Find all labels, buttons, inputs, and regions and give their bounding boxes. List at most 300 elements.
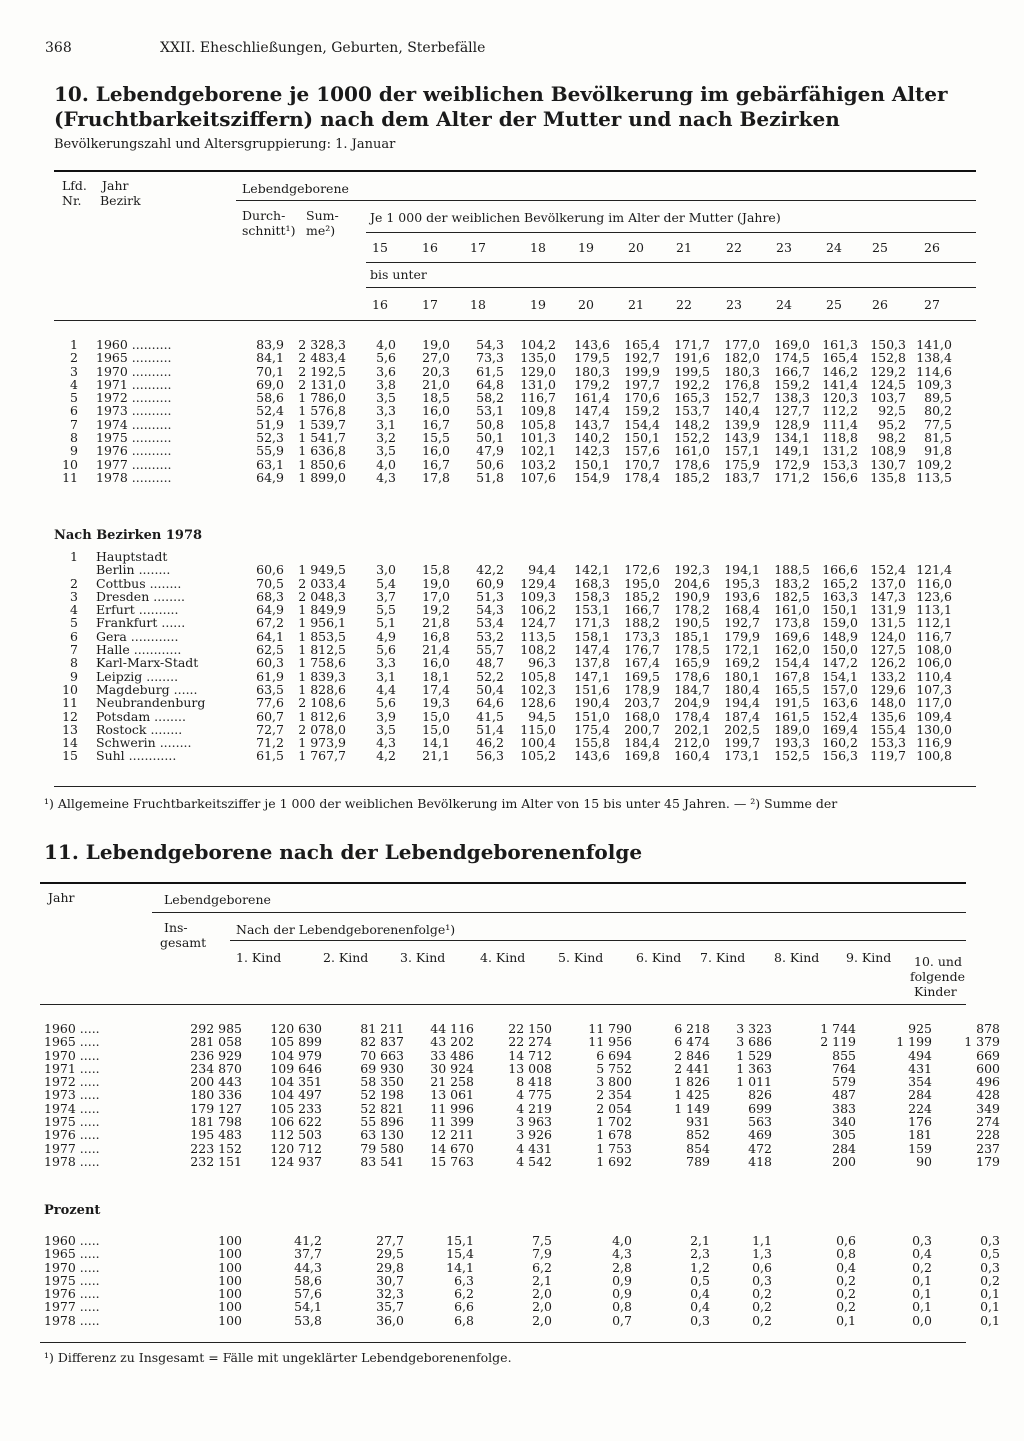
cell-value: 55,9 bbox=[256, 443, 284, 459]
table10-footnote: ¹) Allgemeine Fruchtbarkeitsziffer je 1 000 der weiblichen Bevölkerung im Alter von 15 bis unter 45 Jahren. — ²) Summe der bbox=[44, 796, 838, 811]
table-row bbox=[44, 1088, 1000, 1101]
cell-value: 1,1 bbox=[752, 1233, 772, 1248]
row-label: 1978 ..... bbox=[44, 1312, 100, 1328]
table-row bbox=[54, 590, 952, 603]
cell-value: 167,8 bbox=[774, 668, 810, 684]
cell-value: 148,0 bbox=[870, 695, 906, 711]
cell-value: 80,2 bbox=[924, 403, 952, 419]
table-row bbox=[44, 1115, 1000, 1128]
cell-value: 50,8 bbox=[476, 416, 504, 432]
cell-value: 64,9 bbox=[256, 469, 284, 485]
table-row bbox=[44, 1234, 1000, 1247]
cell-value: 5,6 bbox=[376, 695, 396, 711]
cell-value: 487 bbox=[832, 1087, 856, 1103]
cell-value: 55 896 bbox=[360, 1114, 404, 1130]
cell-value: 1 576,8 bbox=[298, 403, 346, 419]
cell-value: 141,4 bbox=[822, 376, 858, 392]
cell-value: 2 441 bbox=[674, 1060, 710, 1076]
cell-value: 3,1 bbox=[376, 668, 396, 684]
row-label: Dresden ........ bbox=[96, 588, 186, 604]
cell-value: 16,0 bbox=[422, 403, 450, 419]
cell-value: 764 bbox=[832, 1060, 856, 1076]
cell-value: 203,7 bbox=[624, 695, 660, 711]
cell-value: 6,8 bbox=[454, 1312, 474, 1328]
cell-value: 54,3 bbox=[476, 337, 504, 352]
cell-value: 274 bbox=[976, 1114, 1000, 1130]
cell-value: 154,9 bbox=[574, 469, 610, 485]
row-label: 1975 .......... bbox=[96, 430, 172, 446]
cell-value: 228 bbox=[976, 1127, 1000, 1143]
cell-value: 0,3 bbox=[690, 1312, 710, 1328]
kind-label: 9. Kind bbox=[846, 950, 892, 965]
cell-value: 155,4 bbox=[870, 721, 906, 737]
cell-value: 157,1 bbox=[724, 443, 760, 459]
cell-value: 41,2 bbox=[294, 1233, 322, 1248]
cell-value: 100,4 bbox=[520, 735, 556, 751]
col-10-und: 10. und bbox=[914, 954, 962, 969]
section-prozent: Prozent bbox=[44, 1203, 101, 1218]
cell-value: 180 336 bbox=[190, 1087, 242, 1103]
cell-value: 0,1 bbox=[980, 1299, 1000, 1315]
cell-value: 178,6 bbox=[674, 456, 710, 472]
cell-value: 165,2 bbox=[822, 575, 858, 591]
row-number: 13 bbox=[62, 721, 78, 737]
table-row bbox=[54, 630, 952, 643]
cell-value: 4,0 bbox=[612, 1233, 632, 1248]
cell-value: 165,3 bbox=[674, 390, 710, 406]
cell-value: 0,2 bbox=[980, 1272, 1000, 1288]
cell-value: 112 503 bbox=[270, 1127, 322, 1143]
age-label: 21 bbox=[628, 297, 644, 312]
cell-value: 3,3 bbox=[376, 403, 396, 419]
cell-value: 2 048,3 bbox=[298, 588, 346, 604]
cell-value: 120 630 bbox=[270, 1021, 322, 1036]
age-label: 20 bbox=[628, 240, 644, 255]
table-row bbox=[54, 404, 952, 417]
col-lebendgeborene: Lebendgeborene bbox=[164, 892, 271, 907]
cell-value: 1 379 bbox=[964, 1034, 1000, 1050]
cell-value: 152,4 bbox=[822, 708, 858, 724]
cell-value: 3 800 bbox=[596, 1074, 632, 1090]
cell-value: 13 008 bbox=[508, 1060, 552, 1076]
cell-value bbox=[710, 550, 760, 563]
table-row bbox=[44, 1261, 1000, 1274]
cell-value: 182,5 bbox=[774, 588, 810, 604]
row-label: Frankfurt ...... bbox=[96, 615, 186, 631]
row-label: 1965 ..... bbox=[44, 1034, 100, 1050]
age-label: 20 bbox=[578, 297, 594, 312]
cell-value: 0,2 bbox=[912, 1259, 932, 1275]
row-number: 10 bbox=[62, 456, 78, 472]
cell-value: 5,1 bbox=[376, 615, 396, 631]
cell-value: 62,5 bbox=[256, 642, 284, 658]
cell-value bbox=[346, 550, 396, 563]
cell-value: 83 541 bbox=[360, 1153, 404, 1169]
cell-value: 2 119 bbox=[820, 1034, 856, 1050]
table-row bbox=[44, 1247, 1000, 1260]
cell-value: 129,0 bbox=[520, 363, 556, 379]
cell-value: 0,4 bbox=[690, 1286, 710, 1302]
cell-value: 92,5 bbox=[878, 403, 906, 419]
cell-value: 177,0 bbox=[724, 337, 760, 352]
cell-value: 178,2 bbox=[674, 602, 710, 618]
row-label: 1960 ..... bbox=[44, 1021, 100, 1036]
col-durchschnitt-1: Durch- bbox=[242, 208, 286, 223]
cell-value: 3,5 bbox=[376, 721, 396, 737]
cell-value: 160,2 bbox=[822, 735, 858, 751]
cell-value: 118,8 bbox=[822, 430, 858, 446]
cell-value: 2 846 bbox=[674, 1047, 710, 1063]
cell-value: 0,7 bbox=[612, 1312, 632, 1328]
age-label: 24 bbox=[826, 240, 842, 255]
table-row bbox=[44, 1314, 1000, 1327]
cell-value: 1 973,9 bbox=[298, 735, 346, 751]
cell-value: 29,5 bbox=[376, 1246, 404, 1262]
age-label: 18 bbox=[470, 297, 486, 312]
cell-value: 128,6 bbox=[520, 695, 556, 711]
cell-value: 161,5 bbox=[774, 708, 810, 724]
cell-value: 109,4 bbox=[916, 708, 952, 724]
cell-value: 6 474 bbox=[674, 1034, 710, 1050]
cell-value: 5 752 bbox=[596, 1060, 632, 1076]
cell-value: 148,2 bbox=[674, 416, 710, 432]
cell-value: 234 870 bbox=[190, 1060, 242, 1076]
cell-value: 170,6 bbox=[624, 390, 660, 406]
kind-label: 5. Kind bbox=[558, 950, 604, 965]
cell-value: 161,3 bbox=[822, 337, 858, 352]
table10-title-line1: 10. Lebendgeborene je 1000 der weiblichen Bevölkerung im gebärfähigen Alter bbox=[54, 82, 948, 106]
cell-value: 109,2 bbox=[916, 456, 952, 472]
cell-value: 925 bbox=[908, 1021, 932, 1036]
col-lfd: Lfd. bbox=[62, 178, 87, 193]
cell-value: 6 694 bbox=[596, 1047, 632, 1063]
cell-value: 2 033,4 bbox=[298, 575, 346, 591]
table-row bbox=[44, 1274, 1000, 1287]
cell-value: 0,2 bbox=[836, 1272, 856, 1288]
cell-value: 129,4 bbox=[520, 575, 556, 591]
cell-value: 53,4 bbox=[476, 615, 504, 631]
cell-value: 3,6 bbox=[376, 363, 396, 379]
cell-value: 50,6 bbox=[476, 456, 504, 472]
cell-value: 174,5 bbox=[774, 350, 810, 366]
cell-value: 0,2 bbox=[752, 1312, 772, 1328]
age-label: 15 bbox=[372, 240, 388, 255]
cell-value: 4,3 bbox=[376, 735, 396, 751]
cell-value: 0,1 bbox=[912, 1299, 932, 1315]
cell-value: 0,5 bbox=[690, 1272, 710, 1288]
cell-value: 116,7 bbox=[916, 628, 952, 644]
cell-value: 105 233 bbox=[270, 1100, 322, 1116]
cell-value: 105,8 bbox=[520, 416, 556, 432]
cell-value: 0,5 bbox=[980, 1246, 1000, 1262]
cell-value: 149,1 bbox=[774, 443, 810, 459]
cell-value: 41,5 bbox=[476, 708, 504, 724]
cell-value: 81 211 bbox=[360, 1021, 404, 1036]
cell-value: 2,8 bbox=[612, 1259, 632, 1275]
cell-value: 179,9 bbox=[724, 628, 760, 644]
cell-value: 159,2 bbox=[624, 403, 660, 419]
cell-value: 184,4 bbox=[624, 735, 660, 751]
cell-value: 94,5 bbox=[528, 708, 556, 724]
cell-value: 109 646 bbox=[270, 1060, 322, 1076]
cell-value: 169,8 bbox=[624, 748, 660, 764]
table-row bbox=[44, 1300, 1000, 1313]
cell-value: 431 bbox=[908, 1060, 932, 1076]
cell-value: 54,3 bbox=[476, 602, 504, 618]
cell-value: 19,2 bbox=[422, 602, 450, 618]
cell-value: 58,6 bbox=[256, 390, 284, 406]
cell-value: 162,0 bbox=[774, 642, 810, 658]
cell-value: 60,3 bbox=[256, 655, 284, 671]
table-row bbox=[54, 710, 952, 723]
cell-value: 127,5 bbox=[870, 642, 906, 658]
row-label: 1965 .......... bbox=[96, 350, 172, 366]
cell-value: 469 bbox=[748, 1127, 772, 1143]
cell-value: 180,3 bbox=[574, 363, 610, 379]
cell-value: 158,3 bbox=[574, 588, 610, 604]
cell-value: 36,0 bbox=[376, 1312, 404, 1328]
cell-value: 70 663 bbox=[360, 1047, 404, 1063]
cell-value: 4,3 bbox=[612, 1246, 632, 1262]
cell-value: 137,0 bbox=[870, 575, 906, 591]
row-number: 9 bbox=[70, 668, 78, 684]
cell-value: 0,1 bbox=[912, 1286, 932, 1302]
row-number: 5 bbox=[70, 390, 78, 406]
cell-value: 183,2 bbox=[774, 575, 810, 591]
cell-value: 140,2 bbox=[574, 430, 610, 446]
cell-value: 30,7 bbox=[376, 1272, 404, 1288]
cell-value: 104 351 bbox=[270, 1074, 322, 1090]
cell-value: 284 bbox=[832, 1140, 856, 1156]
cell-value: 103,2 bbox=[520, 456, 556, 472]
cell-value: 4,0 bbox=[376, 456, 396, 472]
cell-value: 112,2 bbox=[822, 403, 858, 419]
cell-value: 22 150 bbox=[508, 1021, 552, 1036]
row-number: 11 bbox=[62, 695, 78, 711]
cell-value: 354 bbox=[908, 1074, 932, 1090]
cell-value: 854 bbox=[686, 1140, 710, 1156]
table-row bbox=[44, 1287, 1000, 1300]
row-label: Potsdam ........ bbox=[96, 708, 186, 724]
cell-value: 100 bbox=[218, 1259, 242, 1275]
cell-value: 200 443 bbox=[190, 1074, 242, 1090]
cell-value: 64,8 bbox=[476, 376, 504, 392]
cell-value: 161,0 bbox=[674, 443, 710, 459]
cell-value: 51,3 bbox=[476, 588, 504, 604]
cell-value: 14 712 bbox=[508, 1047, 552, 1063]
cell-value: 13 061 bbox=[430, 1087, 474, 1103]
cell-value: 190,9 bbox=[674, 588, 710, 604]
table10-bottom-rule bbox=[54, 786, 976, 787]
cell-value: 1 692 bbox=[596, 1153, 632, 1169]
age-label: 24 bbox=[776, 297, 792, 312]
cell-value: 2 054 bbox=[596, 1100, 632, 1116]
cell-value: 151,0 bbox=[574, 708, 610, 724]
row-number: 9 bbox=[70, 443, 78, 459]
cell-value: 5,6 bbox=[376, 642, 396, 658]
cell-value: 175,4 bbox=[574, 721, 610, 737]
cell-value: 117,0 bbox=[916, 695, 952, 711]
table-row bbox=[44, 1022, 1000, 1035]
cell-value: 61,5 bbox=[256, 748, 284, 764]
row-label: 1973 ..... bbox=[44, 1087, 100, 1103]
cell-value: 161,0 bbox=[774, 602, 810, 618]
cell-value: 2,1 bbox=[532, 1272, 552, 1288]
cell-value: 180,3 bbox=[724, 363, 760, 379]
cell-value: 143,7 bbox=[574, 416, 610, 432]
cell-value: 135,0 bbox=[520, 350, 556, 366]
cell-value: 15,1 bbox=[446, 1233, 474, 1248]
cell-value: 171,2 bbox=[774, 469, 810, 485]
cell-value: 63,5 bbox=[256, 681, 284, 697]
cell-value: 113,5 bbox=[520, 628, 556, 644]
cell-value: 147,1 bbox=[574, 668, 610, 684]
cell-value: 156,3 bbox=[822, 748, 858, 764]
cell-value: 204,6 bbox=[674, 575, 710, 591]
cell-value: 4 775 bbox=[516, 1087, 552, 1103]
cell-value: 107,6 bbox=[520, 469, 556, 485]
cell-value: 143,9 bbox=[724, 430, 760, 446]
cell-value: 165,5 bbox=[774, 681, 810, 697]
cell-value: 32,3 bbox=[376, 1286, 404, 1302]
cell-value: 2 354 bbox=[596, 1087, 632, 1103]
cell-value: 190,5 bbox=[674, 615, 710, 631]
cell-value: 18,5 bbox=[422, 390, 450, 406]
table-row bbox=[54, 563, 952, 576]
cell-value: 1 702 bbox=[596, 1114, 632, 1130]
age-label: 21 bbox=[676, 240, 692, 255]
cell-value: 70,5 bbox=[256, 575, 284, 591]
cell-value: 192,7 bbox=[724, 615, 760, 631]
cell-value: 44,3 bbox=[294, 1259, 322, 1275]
cell-value: 2 131,0 bbox=[298, 376, 346, 392]
cell-value: 114,6 bbox=[916, 363, 952, 379]
cell-value: 44 116 bbox=[430, 1021, 474, 1036]
cell-value: 128,9 bbox=[774, 416, 810, 432]
cell-value: 58,6 bbox=[294, 1272, 322, 1288]
col-folge-header: Nach der Lebendgeborenenfolge¹) bbox=[236, 922, 456, 937]
table-row bbox=[54, 670, 952, 683]
cell-value: 72,7 bbox=[256, 721, 284, 737]
cell-value: 67,2 bbox=[256, 615, 284, 631]
table-row bbox=[54, 683, 952, 696]
cell-value: 170,7 bbox=[624, 456, 660, 472]
cell-value: 1 826 bbox=[674, 1074, 710, 1090]
cell-value: 1,3 bbox=[752, 1246, 772, 1262]
cell-value: 4,3 bbox=[376, 469, 396, 485]
cell-value: 183,7 bbox=[724, 469, 760, 485]
cell-value: 1 363 bbox=[736, 1060, 772, 1076]
cell-value: 17,8 bbox=[422, 469, 450, 485]
page-number: 368 bbox=[45, 40, 72, 56]
row-number: 6 bbox=[70, 403, 78, 419]
cell-value: 64,6 bbox=[476, 695, 504, 711]
cell-value: 21,4 bbox=[422, 642, 450, 658]
col-bezirk: Bezirk bbox=[100, 193, 141, 208]
age-label: 18 bbox=[530, 240, 546, 255]
cell-value: 30 924 bbox=[430, 1060, 474, 1076]
cell-value: 105,8 bbox=[520, 668, 556, 684]
cell-value: 151,6 bbox=[574, 681, 610, 697]
cell-value: 138,4 bbox=[916, 350, 952, 366]
cell-value: 21 258 bbox=[430, 1074, 474, 1090]
table10-top-rule bbox=[54, 170, 976, 172]
cell-value: 55,7 bbox=[476, 642, 504, 658]
cell-value: 281 058 bbox=[190, 1034, 242, 1050]
cell-value: 3 926 bbox=[516, 1127, 552, 1143]
cell-value: 58,2 bbox=[476, 390, 504, 406]
cell-value: 131,9 bbox=[870, 602, 906, 618]
cell-value: 4 219 bbox=[516, 1100, 552, 1116]
cell-value: 0,9 bbox=[612, 1286, 632, 1302]
cell-value: 0,4 bbox=[690, 1299, 710, 1315]
row-label: Karl-Marx-Stadt bbox=[96, 655, 199, 671]
cell-value: 108,9 bbox=[870, 443, 906, 459]
cell-value: 579 bbox=[832, 1074, 856, 1090]
cell-value: 195 483 bbox=[190, 1127, 242, 1143]
row-label: Neubrandenburg bbox=[96, 695, 206, 711]
cell-value: 64,1 bbox=[256, 628, 284, 644]
cell-value: 102,3 bbox=[520, 681, 556, 697]
row-label: 1976 .......... bbox=[96, 443, 172, 459]
row-number: 2 bbox=[70, 350, 78, 366]
cell-value: 4,2 bbox=[376, 748, 396, 764]
cell-value: 428 bbox=[976, 1087, 1000, 1103]
cell-value: 1 539,7 bbox=[298, 416, 346, 432]
age-label: 23 bbox=[726, 297, 742, 312]
col-folgende: folgende bbox=[910, 969, 965, 984]
cell-value: 190,4 bbox=[574, 695, 610, 711]
cell-value: 43 202 bbox=[430, 1034, 474, 1050]
cell-value: 167,4 bbox=[624, 655, 660, 671]
cell-value: 73,3 bbox=[476, 350, 504, 366]
cell-value: 123,6 bbox=[916, 588, 952, 604]
cell-value: 7,9 bbox=[532, 1246, 552, 1262]
cell-value: 33 486 bbox=[430, 1047, 474, 1063]
col-summe-1: Sum- bbox=[306, 208, 339, 223]
cell-value: 50,1 bbox=[476, 430, 504, 446]
cell-value: 340 bbox=[832, 1114, 856, 1130]
cell-value: 0,3 bbox=[980, 1259, 1000, 1275]
cell-value: 105,2 bbox=[520, 748, 556, 764]
cell-value: 154,1 bbox=[822, 668, 858, 684]
cell-value: 7,5 bbox=[532, 1233, 552, 1248]
cell-value: 53,1 bbox=[476, 403, 504, 419]
cell-value: 94,4 bbox=[528, 562, 556, 578]
cell-value bbox=[906, 550, 952, 563]
cell-value: 12 211 bbox=[430, 1127, 474, 1143]
cell-value: 100,8 bbox=[916, 748, 952, 764]
cell-value: 2,0 bbox=[532, 1312, 552, 1328]
cell-value: 5,4 bbox=[376, 575, 396, 591]
row-label: Suhl ............ bbox=[96, 748, 177, 764]
cell-value: 193,6 bbox=[724, 588, 760, 604]
cell-value: 116,9 bbox=[916, 735, 952, 751]
cell-value: 131,5 bbox=[870, 615, 906, 631]
cell-value: 108,2 bbox=[520, 642, 556, 658]
row-label: Rostock ........ bbox=[96, 721, 183, 737]
cell-value: 53,8 bbox=[294, 1312, 322, 1328]
row-label: Schwerin ........ bbox=[96, 735, 192, 751]
cell-value: 200 bbox=[832, 1153, 856, 1169]
cell-value: 179,5 bbox=[574, 350, 610, 366]
cell-value: 179 127 bbox=[190, 1100, 242, 1116]
cell-value: 1 956,1 bbox=[298, 615, 346, 631]
cell-value: 200,7 bbox=[624, 721, 660, 737]
cell-value: 14,1 bbox=[446, 1259, 474, 1275]
cell-value: 121,4 bbox=[916, 562, 952, 578]
table-row bbox=[54, 603, 952, 616]
